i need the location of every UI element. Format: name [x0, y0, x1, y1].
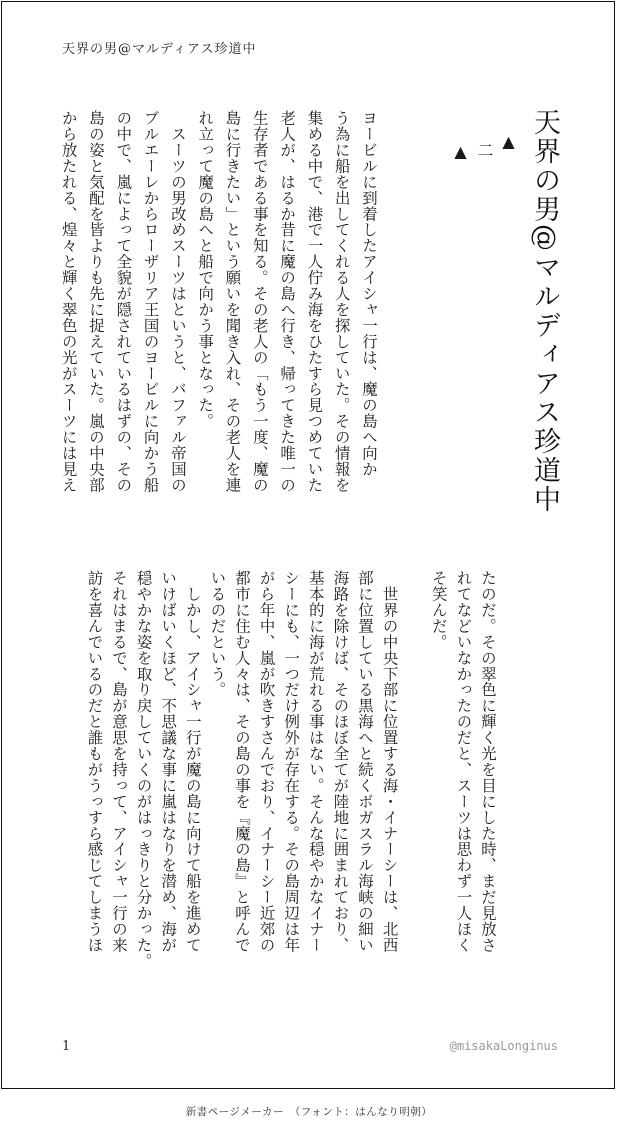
chapter-heading [448, 132, 520, 161]
running-header: 天界の男@マルディアス珍道中 [62, 42, 257, 57]
page-frame [1, 1, 615, 1089]
text-column: いるのだという。 [208, 570, 227, 698]
chapter-number: 二 [475, 142, 494, 158]
author-handle: @misakaLonginus [449, 1039, 558, 1053]
text-column: 老人が、はるか昔に魔の島へ行き、帰ってきた唯一の [278, 110, 297, 493]
text-column: がら年中、嵐が吹きすさんでおり、イナーシー近郊の [257, 570, 276, 953]
text-column: シーにも、一つだけ例外が存在する。その島周辺は年 [282, 570, 301, 953]
text-column: 世界の中央下部に位置する海・イナーシーは、北西 [380, 570, 399, 953]
text-column: の中で、嵐によって全貌が隠されているはずの、その [114, 110, 133, 493]
text-column: スーツの男改めスーツはというと、バファル帝国の [168, 110, 187, 493]
text-column: たのだ。その翠色に輝く光を目にした時、まだ見放さ [479, 570, 497, 953]
text-column: 部に位置している黒海へと続くボガスラル海峡の細い [356, 570, 374, 953]
text-column: しかし、アイシャ一行が魔の島に向けて船を進めて [183, 570, 202, 953]
text-column: 都市に住む人々は、その島の事を『魔の島』と呼んで [233, 570, 251, 953]
text-column: から放たれる、煌々と輝く翠色の光がスーツには見え [59, 110, 78, 493]
text-column: そ笑んだ。 [429, 570, 448, 650]
text-column: れてなどいなかったのだと、スーツは思わず一人ほく [454, 570, 473, 953]
text-column: いけばいくほど、不思議な事に嵐はなりを潜め、海が [159, 570, 178, 953]
text-column: 基本的に海が荒れる事はない。そんな穏やかなイナー [306, 570, 325, 953]
text-column: 集める中で、港で一人佇み海をひたすら見つめていた [305, 110, 324, 493]
text-column: 穏やかな姿を取り戻していくのがはっきりと分かった。 [134, 570, 153, 969]
text-column: 海路を除けば、そのほぼ全てが陸地に囲まれており、 [331, 570, 350, 953]
chapter-mark-bottom: ▲ [451, 142, 470, 161]
page-number: 1 [62, 1039, 71, 1054]
text-column: ヨービルに到着したアイシャ一行は、魔の島へ向か [360, 110, 378, 477]
text-column: ブルエーレからローザリア王国のヨービルに向かう船 [141, 110, 160, 493]
text-column: それはまるで、島が意思を持って、アイシャ一行の来 [110, 570, 128, 953]
text-column: れ立って魔の島へと船で向かう事となった。 [196, 110, 215, 429]
page-title: 天界の男@マルディアス珍道中 [529, 108, 560, 514]
text-column: 訪を喜んでいるのだと誰もがうっすら感じてしまうほ [85, 570, 104, 953]
chapter-mark-top: ▲ [499, 132, 518, 151]
text-column: 生存者である事を知る。その老人の「もう一度、魔の [250, 110, 269, 493]
text-column: 島の姿と気配を皆よりも先に捉えていた。嵐の中央部 [87, 110, 105, 493]
text-column: う為に船を出してくれる人を探していた。その情報を [332, 110, 351, 493]
credit-line: 新書ページメーカー （フォント：はんなり明朝） [185, 1106, 433, 1118]
text-column: 島に行きたい」という願いを聞き入れ、その老人を連 [223, 110, 242, 493]
